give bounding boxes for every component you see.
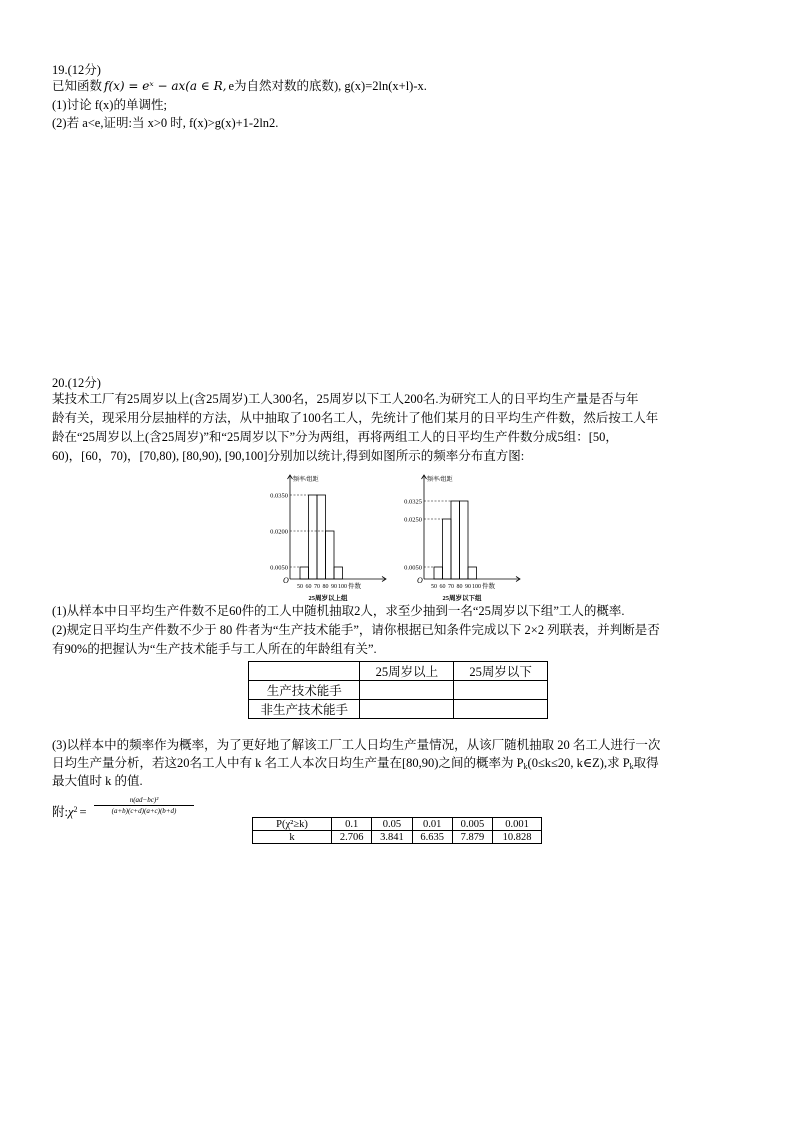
histogram-title: 25周岁以下组	[442, 595, 482, 602]
origin-label: O	[417, 576, 423, 585]
x-tick-label: 50	[431, 584, 437, 590]
kt-cell: 0.001	[493, 818, 542, 831]
x-tick-label: 100	[338, 584, 347, 590]
q20-part3-line3: 最大值时 k 的值.	[52, 774, 143, 788]
q19-statement	[52, 79, 427, 94]
kt-cell: 6.635	[412, 831, 452, 844]
chi-superscript: 2	[73, 805, 78, 814]
histogram-bar	[468, 567, 477, 579]
contingency-table	[248, 661, 548, 719]
x-tick-label: 80	[322, 584, 329, 590]
x-tick-label: 90	[465, 584, 471, 590]
q20-part2-line2: 有90%的把握认为“生产技术能手与工人所在的年龄组有关”.	[52, 642, 377, 656]
x-axis-label: 件数	[348, 583, 361, 590]
x-tick-label: 70	[448, 584, 454, 590]
y-tick-label: 0.0350	[270, 492, 288, 500]
chi-equals: =	[79, 805, 87, 819]
kt-cell: 2.706	[332, 831, 372, 844]
y-tick-label: 0.0050	[270, 564, 288, 572]
x-tick-label: 60	[305, 584, 312, 590]
histogram-bar	[309, 495, 318, 579]
q20-part3-sub-k2: k	[629, 762, 634, 771]
q19-statement-prefix: 已知函数	[52, 79, 103, 93]
kt-cell: 0.01	[412, 818, 452, 831]
formula-numerator: n(ad−bc)²	[94, 796, 194, 806]
kt-cell: 0.005	[452, 818, 492, 831]
ct-header-above-25: 25周岁以上	[360, 662, 454, 681]
y-axis-label: 频率/组距	[427, 477, 453, 483]
y-tick-label: 0.0250	[404, 516, 422, 524]
histogram-above-25	[258, 467, 394, 602]
x-tick-label: 60	[439, 584, 446, 590]
histogram-bar	[326, 531, 335, 579]
x-tick-label: 50	[297, 584, 303, 590]
q20-part2-line1: (2)规定日平均生产件数不少于 80 件者为“生产技术能手”，请你根据已知条件完成以下 2×2 列联表，并判断是否	[52, 623, 660, 637]
kt-cell: 7.879	[452, 831, 492, 844]
q20-intro-line2: 龄有关，现采用分层抽样的方法，从中抽取了100名工人，先统计了他们某月的日平均生产件数，然后按工人年	[52, 411, 659, 425]
x-tick-label: 90	[331, 584, 337, 590]
y-tick-label: 0.0050	[404, 564, 422, 572]
ct-cell-unskilled-above	[360, 700, 454, 719]
histogram-below-25	[392, 467, 528, 602]
kt-cell: 0.05	[372, 818, 412, 831]
kt-cell: 10.828	[493, 831, 542, 844]
q20-part3-text-a: 日均生产量分析，若这20名工人中有 k 名工人本次日均生产量在[80,90)之间的概率为 P	[52, 756, 524, 770]
q20-intro-line1: 某技术工厂有25周岁以上(含25周岁)工人300名，25周岁以下工人200名.为研究工人的日平均生产量是否与年	[52, 392, 639, 406]
q19-function-formula: f(x) = eˣ − ax(a ∈ R,	[104, 79, 227, 93]
histogram-bar	[443, 519, 452, 579]
kt-cell: 3.841	[372, 831, 412, 844]
x-tick-label: 100	[472, 584, 481, 590]
y-tick-label: 0.0200	[270, 528, 288, 536]
histogram-bar	[434, 567, 443, 579]
q20-intro-line3: 龄在“25周岁以上(含25周岁)”和“25周岁以下”分为两组，再将两组工人的日平均生产件数分成5组：[50，	[52, 430, 618, 444]
q19-header: 19.(12分)	[52, 63, 101, 77]
y-tick-label: 0.0325	[404, 498, 422, 506]
ct-header-below-25: 25周岁以下	[454, 662, 548, 681]
ct-cell-skilled-below	[454, 681, 548, 700]
ct-cell-skilled-above	[360, 681, 454, 700]
ct-row-unskilled: 非生产技术能手	[249, 700, 360, 719]
y-axis-label: 频率/组距	[293, 477, 319, 483]
ct-cell-unskilled-below	[454, 700, 548, 719]
q20-part3-text-c: 取得	[633, 756, 659, 770]
q20-part3-text-b: (0≤k≤20, k∈Z),求 P	[527, 756, 630, 770]
q20-header: 20.(12分)	[52, 376, 101, 390]
ct-row-skilled: 生产技术能手	[249, 681, 360, 700]
q20-part1: (1)从样本中日平均生产件数不足60件的工人中随机抽取2人，求至少抽到一名“25周岁以下组”工人的概率.	[52, 604, 625, 618]
appendix-label: 附:	[52, 805, 68, 819]
q20-part3-line1: (3)以样本中的频率作为概率，为了更好地了解该工厂工人日均生产量情况，从该厂随机抽取 20 名工人进行一次	[52, 738, 661, 752]
histogram-bar	[300, 567, 309, 579]
histogram-bar	[451, 501, 460, 579]
q20-part3-line2	[52, 756, 659, 774]
x-tick-label: 70	[314, 584, 320, 590]
critical-value-table	[252, 817, 542, 844]
histogram-title: 25周岁以上组	[308, 595, 348, 602]
kt-row2-head: k	[253, 831, 332, 844]
q20-part3-sub-k: k	[523, 762, 528, 771]
q19-part2: (2)若 a<e,证明:当 x>0 时, f(x)>g(x)+1-2ln2.	[52, 116, 279, 130]
formula-denominator: (a+b)(c+d)(a+c)(b+d)	[111, 807, 177, 815]
x-tick-label: 80	[456, 584, 463, 590]
histogram-bar	[334, 567, 343, 579]
histogram-bar	[460, 501, 469, 579]
histogram-bar	[317, 495, 326, 579]
q20-intro-line4: 60)，[60，70)，[70,80), [80,90), [90,100]分别加以统计,得到如图所示的频率分布直方图:	[52, 449, 525, 463]
q19-part1: (1)讨论 f(x)的单调性;	[52, 98, 167, 112]
ct-corner-cell	[249, 662, 360, 681]
q19-statement-suffix: e为自然对数的底数), g(x)=2ln(x+l)-x.	[228, 79, 427, 93]
chi-symbol: χ	[67, 805, 74, 819]
kt-row1-head: P(χ²≥k)	[253, 818, 332, 831]
x-axis-label: 件数	[482, 583, 495, 590]
kt-cell: 0.1	[332, 818, 372, 831]
origin-label: O	[283, 576, 289, 585]
